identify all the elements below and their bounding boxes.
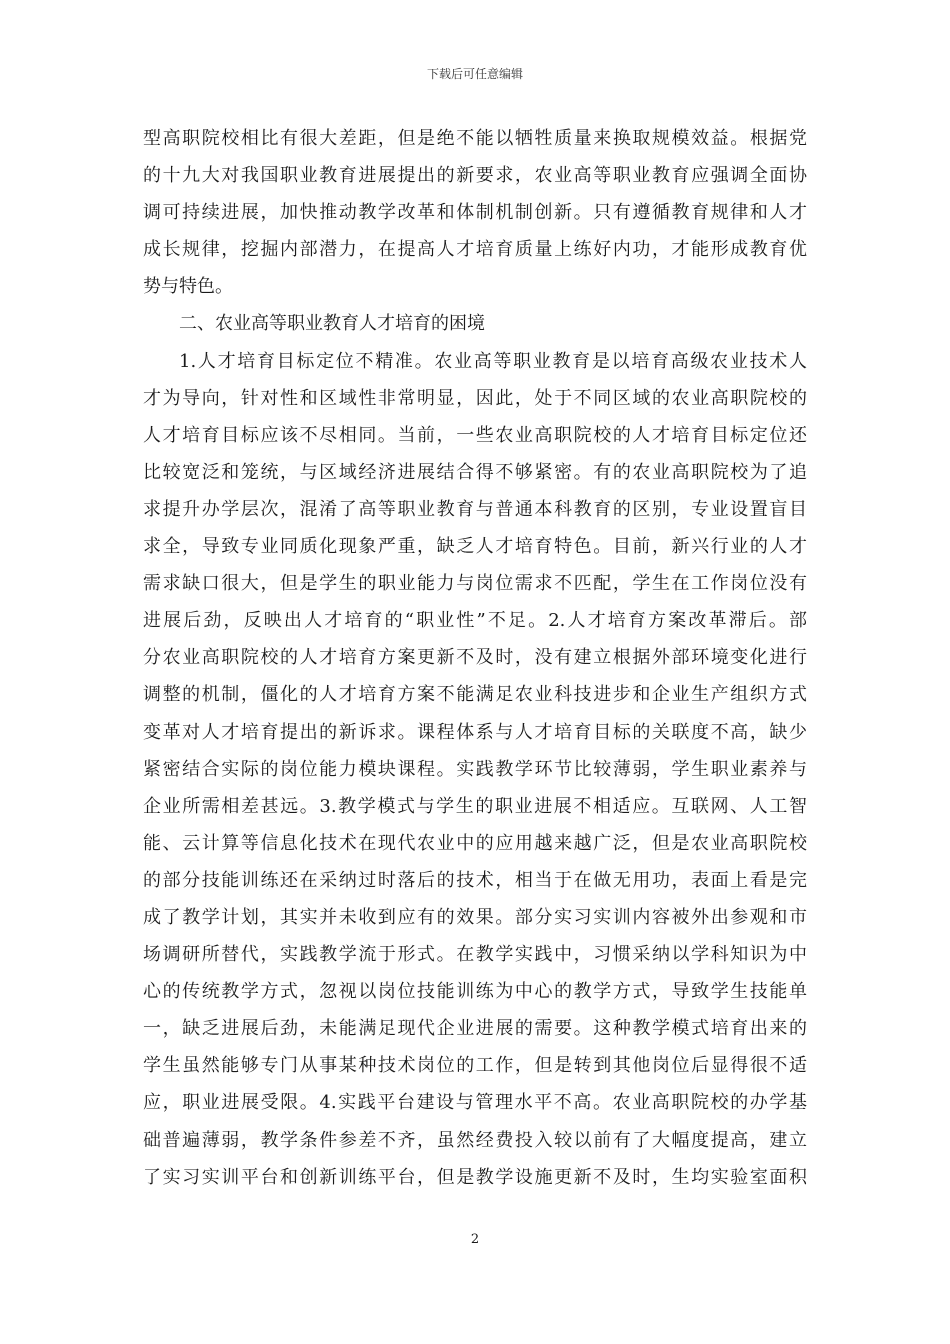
text-line: 了实习实训平台和创新训练平台，但是教学设施更新不及时，生均实验室面积 bbox=[143, 1166, 807, 1188]
text-line: 学生虽然能够专门从事某种技术岗位的工作，但是转到其他岗位后显得很不适 bbox=[143, 1055, 807, 1077]
text-line: 应，职业进展受限。4.实践平台建设与管理水平不高。农业高职院校的办学基 bbox=[143, 1092, 807, 1114]
text-line: 能、云计算等信息化技术在现代农业中的应用越来越广泛，但是农业高职院校 bbox=[143, 832, 807, 854]
text-line: 场调研所替代，实践教学流于形式。在教学实践中，习惯采纳以学科知识为中 bbox=[143, 944, 807, 966]
page-number: 2 bbox=[470, 1232, 480, 1247]
text-line: 1.人才培育目标定位不精准。农业高等职业教育是以培育高级农业技术人 bbox=[179, 350, 807, 372]
text-line: 势与特色。 bbox=[143, 276, 233, 298]
text-line: 的部分技能训练还在采纳过时落后的技术，相当于在做无用功，表面上看是完 bbox=[143, 869, 807, 891]
text-line: 的十九大对我国职业教育进展提出的新要求，农业高等职业教育应强调全面协 bbox=[143, 165, 807, 187]
text-line: 础普遍薄弱，教学条件参差不齐，虽然经费投入较以前有了大幅度提高，建立 bbox=[143, 1129, 807, 1151]
text-line: 型高职院校相比有很大差距，但是绝不能以牺牲质量来换取规模效益。根据党 bbox=[143, 128, 807, 149]
document-body bbox=[143, 120, 807, 1196]
text-line: 变革对人才培育提出的新诉求。课程体系与人才培育目标的关联度不高，缺少 bbox=[143, 721, 807, 743]
text-line: 求提升办学层次，混淆了高等职业教育与普通本科教育的区别，专业设置盲目 bbox=[143, 498, 807, 520]
section-heading: 二、农业高等职业教育人才培育的困境 bbox=[179, 313, 485, 335]
text-line: 心的传统教学方式，忽视以岗位技能训练为中心的教学方式，导致学生技能单 bbox=[143, 981, 807, 1003]
text-line: 需求缺口很大，但是学生的职业能力与岗位需求不匹配，学生在工作岗位没有 bbox=[143, 573, 807, 595]
text-line: 成了教学计划，其实并未收到应有的效果。部分实习实训内容被外出参观和市 bbox=[143, 906, 807, 928]
text-line: 调整的机制，僵化的人才培育方案不能满足农业科技进步和企业生产组织方式 bbox=[143, 684, 807, 706]
text-line: 成长规律，挖掘内部潜力，在提高人才培育质量上练好内功，才能形成教育优 bbox=[143, 239, 807, 261]
text-line: 一，缺乏进展后劲，未能满足现代企业进展的需要。这种教学模式培育出来的 bbox=[143, 1018, 807, 1040]
text-line: 紧密结合实际的岗位能力模块课程。实践教学环节比较薄弱，学生职业素养与 bbox=[143, 758, 807, 780]
paragraph-continuation bbox=[143, 120, 807, 305]
text-line: 求全，导致专业同质化现象严重，缺乏人才培育特色。目前，新兴行业的人才 bbox=[143, 536, 807, 558]
text-line: 调可持续进展，加快推动教学改革和体制机制创新。只有遵循教育规律和人才 bbox=[143, 202, 807, 224]
text-line: 企业所需相差甚远。3.教学模式与学生的职业进展不相适应。互联网、人工智 bbox=[143, 795, 807, 817]
text-line: 才为导向，针对性和区域性非常明显，因此，处于不同区域的农业高职院校的 bbox=[143, 387, 807, 409]
text-line: 分农业高职院校的人才培育方案更新不及时，没有建立根据外部环境变化进行 bbox=[143, 647, 807, 669]
paragraph-difficulties bbox=[143, 343, 807, 1196]
text-line: 人才培育目标应该不尽相同。当前，一些农业高职院校的人才培育目标定位还 bbox=[143, 424, 807, 446]
text-line: 比较宽泛和笼统，与区域经济进展结合得不够紧密。有的农业高职院校为了追 bbox=[143, 461, 807, 483]
text-line: 进展后劲，反映出人才培育的“职业性”不足。2.人才培育方案改革滞后。部 bbox=[143, 610, 807, 632]
page-header: 下载后可任意编辑 bbox=[426, 67, 523, 81]
